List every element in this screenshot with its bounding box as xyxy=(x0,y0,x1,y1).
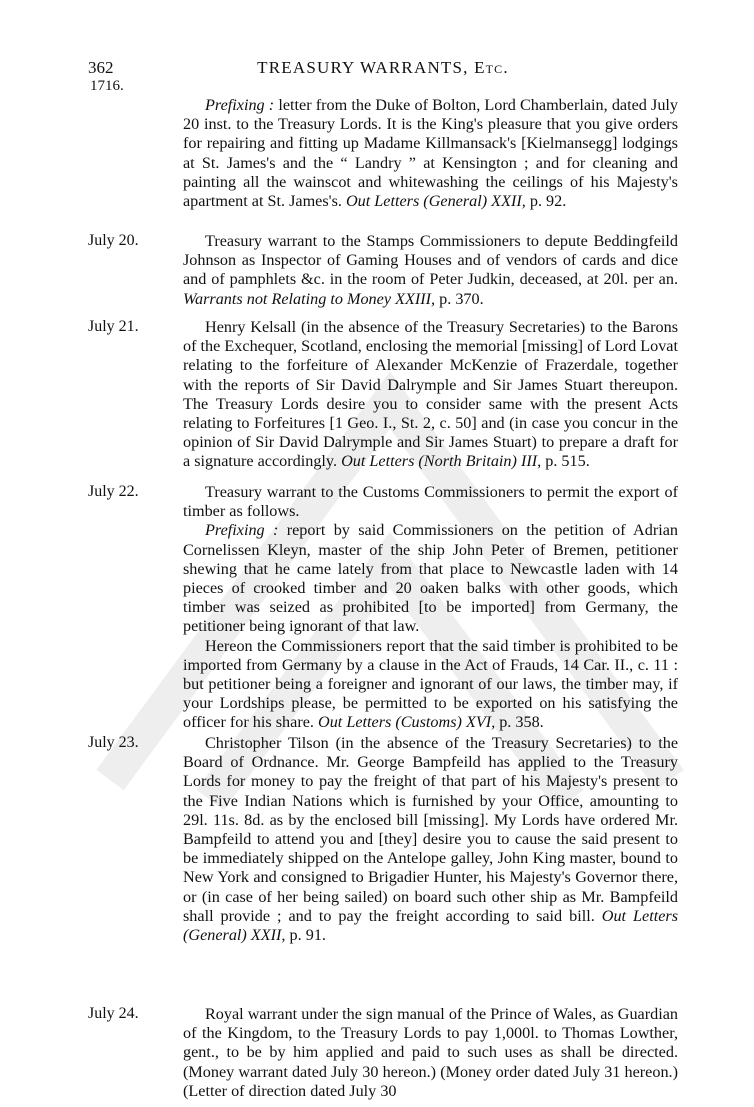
paragraph-lead: Prefixing : xyxy=(205,96,275,114)
entry-date: July 20. xyxy=(88,232,139,249)
source-reference: Out Letters (North Britain) III, xyxy=(341,452,542,471)
entry-paragraph xyxy=(183,521,678,636)
entry-body xyxy=(183,1005,678,1101)
paragraph-text: Henry Kelsall (in the absence of the Treasury Secretaries) to the Barons of the Exchequer, Scotland, enclosing the memorial [missing] of Lord Lovat relating to the forfeiture of Alexander McKenzie of Frazerdale, together with the reports of Sir David Dalrymple and Sir James Stuart thereupon. The Treasury Lords desire you to consider same with the present Acts relating to Forfeitures [1 Geo. I., St. 2, c. 50] and (in case you concur in the opinion of Sir David Dalrymple and Sir James Stuart) to prepare a draft for a signature accordingly. xyxy=(183,318,678,471)
paragraph-text: letter from the Duke of Bolton, Lord Chamberlain, dated July 20 inst. to the Treasury Lords. It is the King's pleasure that you give orders for repairing and fitting up Madame Killmansack's [Kielmansegg] lodgings at St. James's and the “ Landry ” at Kensington ; and for cleaning and painting all the wainscot and whitewashing the ceilings of his Majesty's apartment at St. James's. xyxy=(183,96,679,211)
paragraph-text: Christopher Tilson (in the absence of the Treasury Secretaries) to the Board of Ordnance. Mr. George Bampfeild has applied to the Treasury Lords for money to pay the freight of that part of his Majesty's present to the Five Indian Nations which is furnished by your Office, amounting to 29l. 11s. 8d. as by the enclosed bill [missing]. My Lords have ordered Mr. Bampfeild to attend you and [they] desire you to cause the said present to be immediately shipped on the Antelope galley, John King master, bound to New York and consigned to Brigadier Hunter, his Majesty's Governor there, or (in case of her being sailed) on board such other ship as Mr. Bampfeild shall provide ; and to pay the freight according to said bill. xyxy=(183,734,678,925)
source-reference: Out Letters (General) XXII, xyxy=(345,192,526,211)
entry-paragraph xyxy=(183,1005,678,1101)
source-page: p. 515. xyxy=(545,452,590,471)
entry-date: July 23. xyxy=(88,734,139,751)
margin-year: 1716. xyxy=(90,78,124,94)
source-reference: Warrants not Relating to Money XXIII, xyxy=(183,289,436,308)
source-page: p. 91. xyxy=(289,926,326,945)
entry-body xyxy=(183,483,678,733)
entry-paragraph xyxy=(183,232,678,309)
running-title xyxy=(88,58,678,78)
paragraph-lead: Prefixing : xyxy=(205,521,279,540)
entry-body xyxy=(183,96,678,211)
paragraph-text: report by said Commissioners on the petition of Adrian Cornelissen Kleyn, master of the ship John Peter of Bremen, petitioner shewing that he came lately from that place to Newcastle laden with 14 pieces of crooked timber and 20 oaken balks with other goods, which timber was seized as prohibited [to be imported] from Germany, the petitioner being ignorant of that law. xyxy=(183,521,679,636)
paragraph-text: Treasury warrant to the Customs Commissioners to permit the export of timber as follows. xyxy=(183,483,678,521)
entry-body xyxy=(183,734,678,945)
running-title-tail: Etc. xyxy=(474,58,509,77)
entry-body xyxy=(183,232,678,309)
source-page: p. 92. xyxy=(529,192,567,211)
source-reference: Out Letters (Customs) XVI, xyxy=(318,713,496,732)
running-title-main: TREASURY WARRANTS, xyxy=(257,58,469,77)
entry-paragraph xyxy=(183,96,678,211)
paragraph-text: Royal warrant under the sign manual of the Prince of Wales, as Guardian of the Kingdom, to the Treasury Lords to pay 1,000l. to Thomas Lowther, gent., to be by him applied and paid to such uses as shall be directed. (Money warrant dated July 30 hereon.) (Money order dated July 31 hereon.) (Letter of direction dated July 30 xyxy=(183,1005,678,1100)
paragraph-text: Treasury warrant to the Stamps Commissioners to depute Beddingfeild Johnson as Inspector of Gaming Houses and of vendors of cards and dice and of pamphlets &c. in the room of Peter Judkin, deceased, at 20l. per an. xyxy=(183,232,678,289)
source-page: p. 358. xyxy=(499,713,544,732)
entry-body xyxy=(183,318,678,472)
source-page: p. 370. xyxy=(439,289,484,308)
entry-date: July 24. xyxy=(88,1005,139,1022)
source-reference: Out Letters (General) XXII, xyxy=(183,906,679,945)
page-header xyxy=(88,58,678,82)
entry-paragraph xyxy=(183,734,678,945)
entry-date: July 22. xyxy=(88,483,139,500)
page-number: 362 xyxy=(88,58,114,77)
entry-paragraph xyxy=(183,318,678,472)
entry-date: July 21. xyxy=(88,318,139,335)
entry-paragraph xyxy=(183,637,678,733)
paragraph-text: Hereon the Commissioners report that the said timber is prohibited to be imported from Germany by a clause in the Act of Frauds, 14 Car. II., c. 11 : but petitioner being a foreigner and ignorant of our laws, the timber may, if your Lordships please, be permitted to be exported on his satisfying the officer for his share. xyxy=(183,636,678,732)
entry-paragraph xyxy=(183,483,678,521)
